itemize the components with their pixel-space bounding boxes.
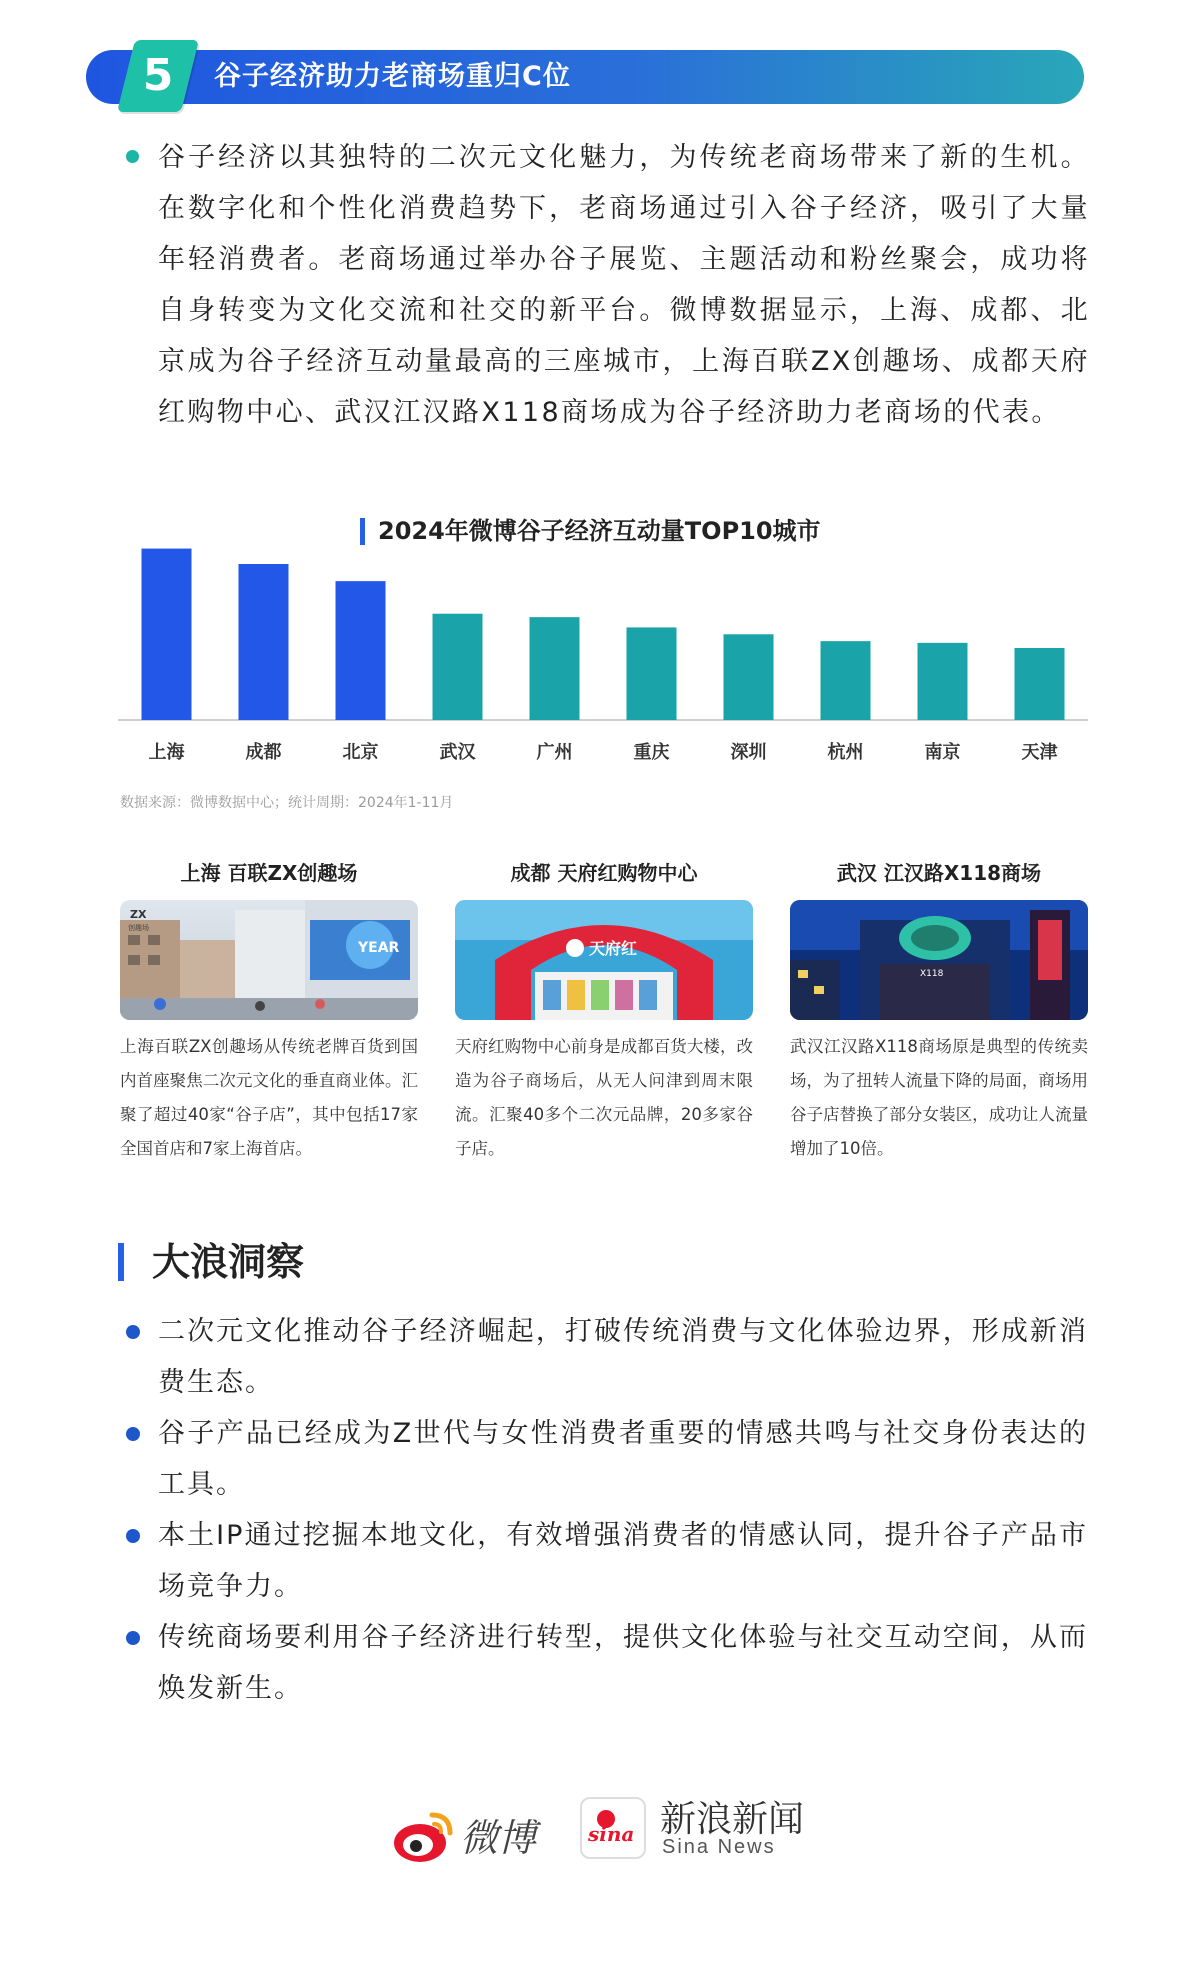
x-tick-label: 上海: [148, 742, 185, 763]
insight-item-text: 本土IP通过挖掘本地文化，有效增强消费者的情感认同，提升谷子产品市场竞争力。: [158, 1520, 1088, 1602]
insight-item-text: 传统商场要利用谷子经济进行转型，提供文化体验与社交互动空间，从而焕发新生。: [158, 1622, 1088, 1704]
footer-logos: [0, 1785, 1200, 1875]
bar-上海: [142, 549, 192, 720]
list-item: [118, 1408, 1088, 1510]
mall-photo-chengdu: [455, 900, 753, 1020]
bullet-dot-icon: [126, 1427, 140, 1441]
bar-北京: [336, 581, 386, 720]
weibo-wordmark: 微博: [460, 1816, 537, 1860]
intro-text: 谷子经济以其独特的二次元文化魅力，为传统老商场带来了新的生机。在数字化和个性化消费趋势下，老商场通过引入谷子经济，吸引了大量年轻消费者。老商场通过举办谷子展览、主题活动和粉丝聚会，成功将自身转变为文化交流和社交的新平台。微博数据显示，上海、成都、北京成为谷子经济互动量最高的三座城市，上海百联ZX创趣场、成都天府红购物中心、武汉江汉路X118商场成为谷子经济助力老商场的代表。: [158, 142, 1090, 428]
tianfuhong-sign-text: 天府红: [589, 939, 638, 958]
card-title: 成都 天府红购物中心: [510, 861, 698, 885]
x-tick-label: 北京: [342, 742, 379, 763]
bar-广州: [530, 617, 580, 720]
insight-title-accent: [118, 1243, 124, 1281]
insight-list: [118, 1306, 1088, 1714]
list-item: [118, 1612, 1088, 1714]
sina-news-name: 新浪新闻: [660, 1799, 805, 1840]
x-tick-label: 武汉: [439, 742, 476, 763]
x-tick-label: 南京: [924, 742, 961, 763]
bar-chart: [118, 530, 1088, 780]
section-banner: [86, 50, 1084, 104]
card-title: 武汉 江汉路X118商场: [836, 861, 1042, 885]
photo-banner-text: YEAR: [358, 940, 400, 956]
bar-深圳: [724, 634, 774, 720]
x-tick-label: 成都: [245, 742, 282, 763]
bar-杭州: [821, 641, 871, 720]
sina-logo-text: sina: [588, 1822, 635, 1846]
bullet-dot-icon: [126, 1529, 140, 1543]
bar-武汉: [433, 614, 483, 720]
insight-title: 大浪洞察: [152, 1240, 305, 1284]
list-item: [118, 1510, 1088, 1612]
x-tick-label: 广州: [536, 742, 573, 763]
section-number: 5: [142, 50, 174, 101]
section-title: 谷子经济助力老商场重归C位: [214, 61, 571, 92]
card-description: 上海百联ZX创趣场从传统老牌百货到国内首座聚焦二次元文化的垂直商业体。汇聚了超过40家“谷子店”，其中包括17家全国首店和7家上海首店。: [120, 1037, 418, 1158]
zx-logo-subtext: 创趣场: [128, 924, 149, 932]
sina-news-english: Sina News: [662, 1836, 776, 1858]
card-description: 天府红购物中心前身是成都百货大楼，改造为谷子商场后，从无人问津到周末限流。汇聚40多个二次元品牌，20多家谷子店。: [455, 1037, 753, 1158]
x-tick-label: 天津: [1021, 742, 1058, 763]
card-description: 武汉江汉路X118商场原是典型的传统卖场，为了扭转人流量下降的局面，商场用谷子店替换了部分女装区，成功让人流量增加了10倍。: [790, 1037, 1088, 1158]
insight-item-text: 二次元文化推动谷子经济崛起，打破传统消费与文化体验边界，形成新消费生态。: [158, 1316, 1088, 1398]
insight-item-text: 谷子产品已经成为Z世代与女性消费者重要的情感共鸣与社交身份表达的工具。: [158, 1418, 1088, 1500]
data-source-note: 数据来源：微博数据中心；统计周期：2024年1-11月: [120, 795, 454, 811]
x118-sign-text: X118: [920, 969, 944, 979]
chart-title: 2024年微博谷子经济互动量TOP10城市: [378, 517, 821, 545]
bullet-dot-icon: [126, 1325, 140, 1339]
zx-logo-text: ZX: [130, 908, 147, 921]
bullet-dot-icon: [126, 150, 139, 163]
x-tick-label: 深圳: [730, 742, 767, 763]
mall-photo-wuhan: [790, 900, 1088, 1020]
bar-天津: [1015, 648, 1065, 720]
weibo-logo: [392, 1799, 552, 1869]
bullet-dot-icon: [126, 1631, 140, 1645]
x-tick-label: 杭州: [827, 742, 864, 763]
x-tick-label: 重庆: [633, 742, 670, 763]
list-item: [118, 1306, 1088, 1408]
weibo-eye-icon: [392, 1805, 456, 1869]
bar-重庆: [627, 627, 677, 720]
sina-logo: [580, 1797, 646, 1859]
mall-photo-shanghai: [120, 900, 418, 1020]
card-title: 上海 百联ZX创趣场: [180, 861, 358, 885]
bar-南京: [918, 643, 968, 720]
bar-成都: [239, 564, 289, 720]
